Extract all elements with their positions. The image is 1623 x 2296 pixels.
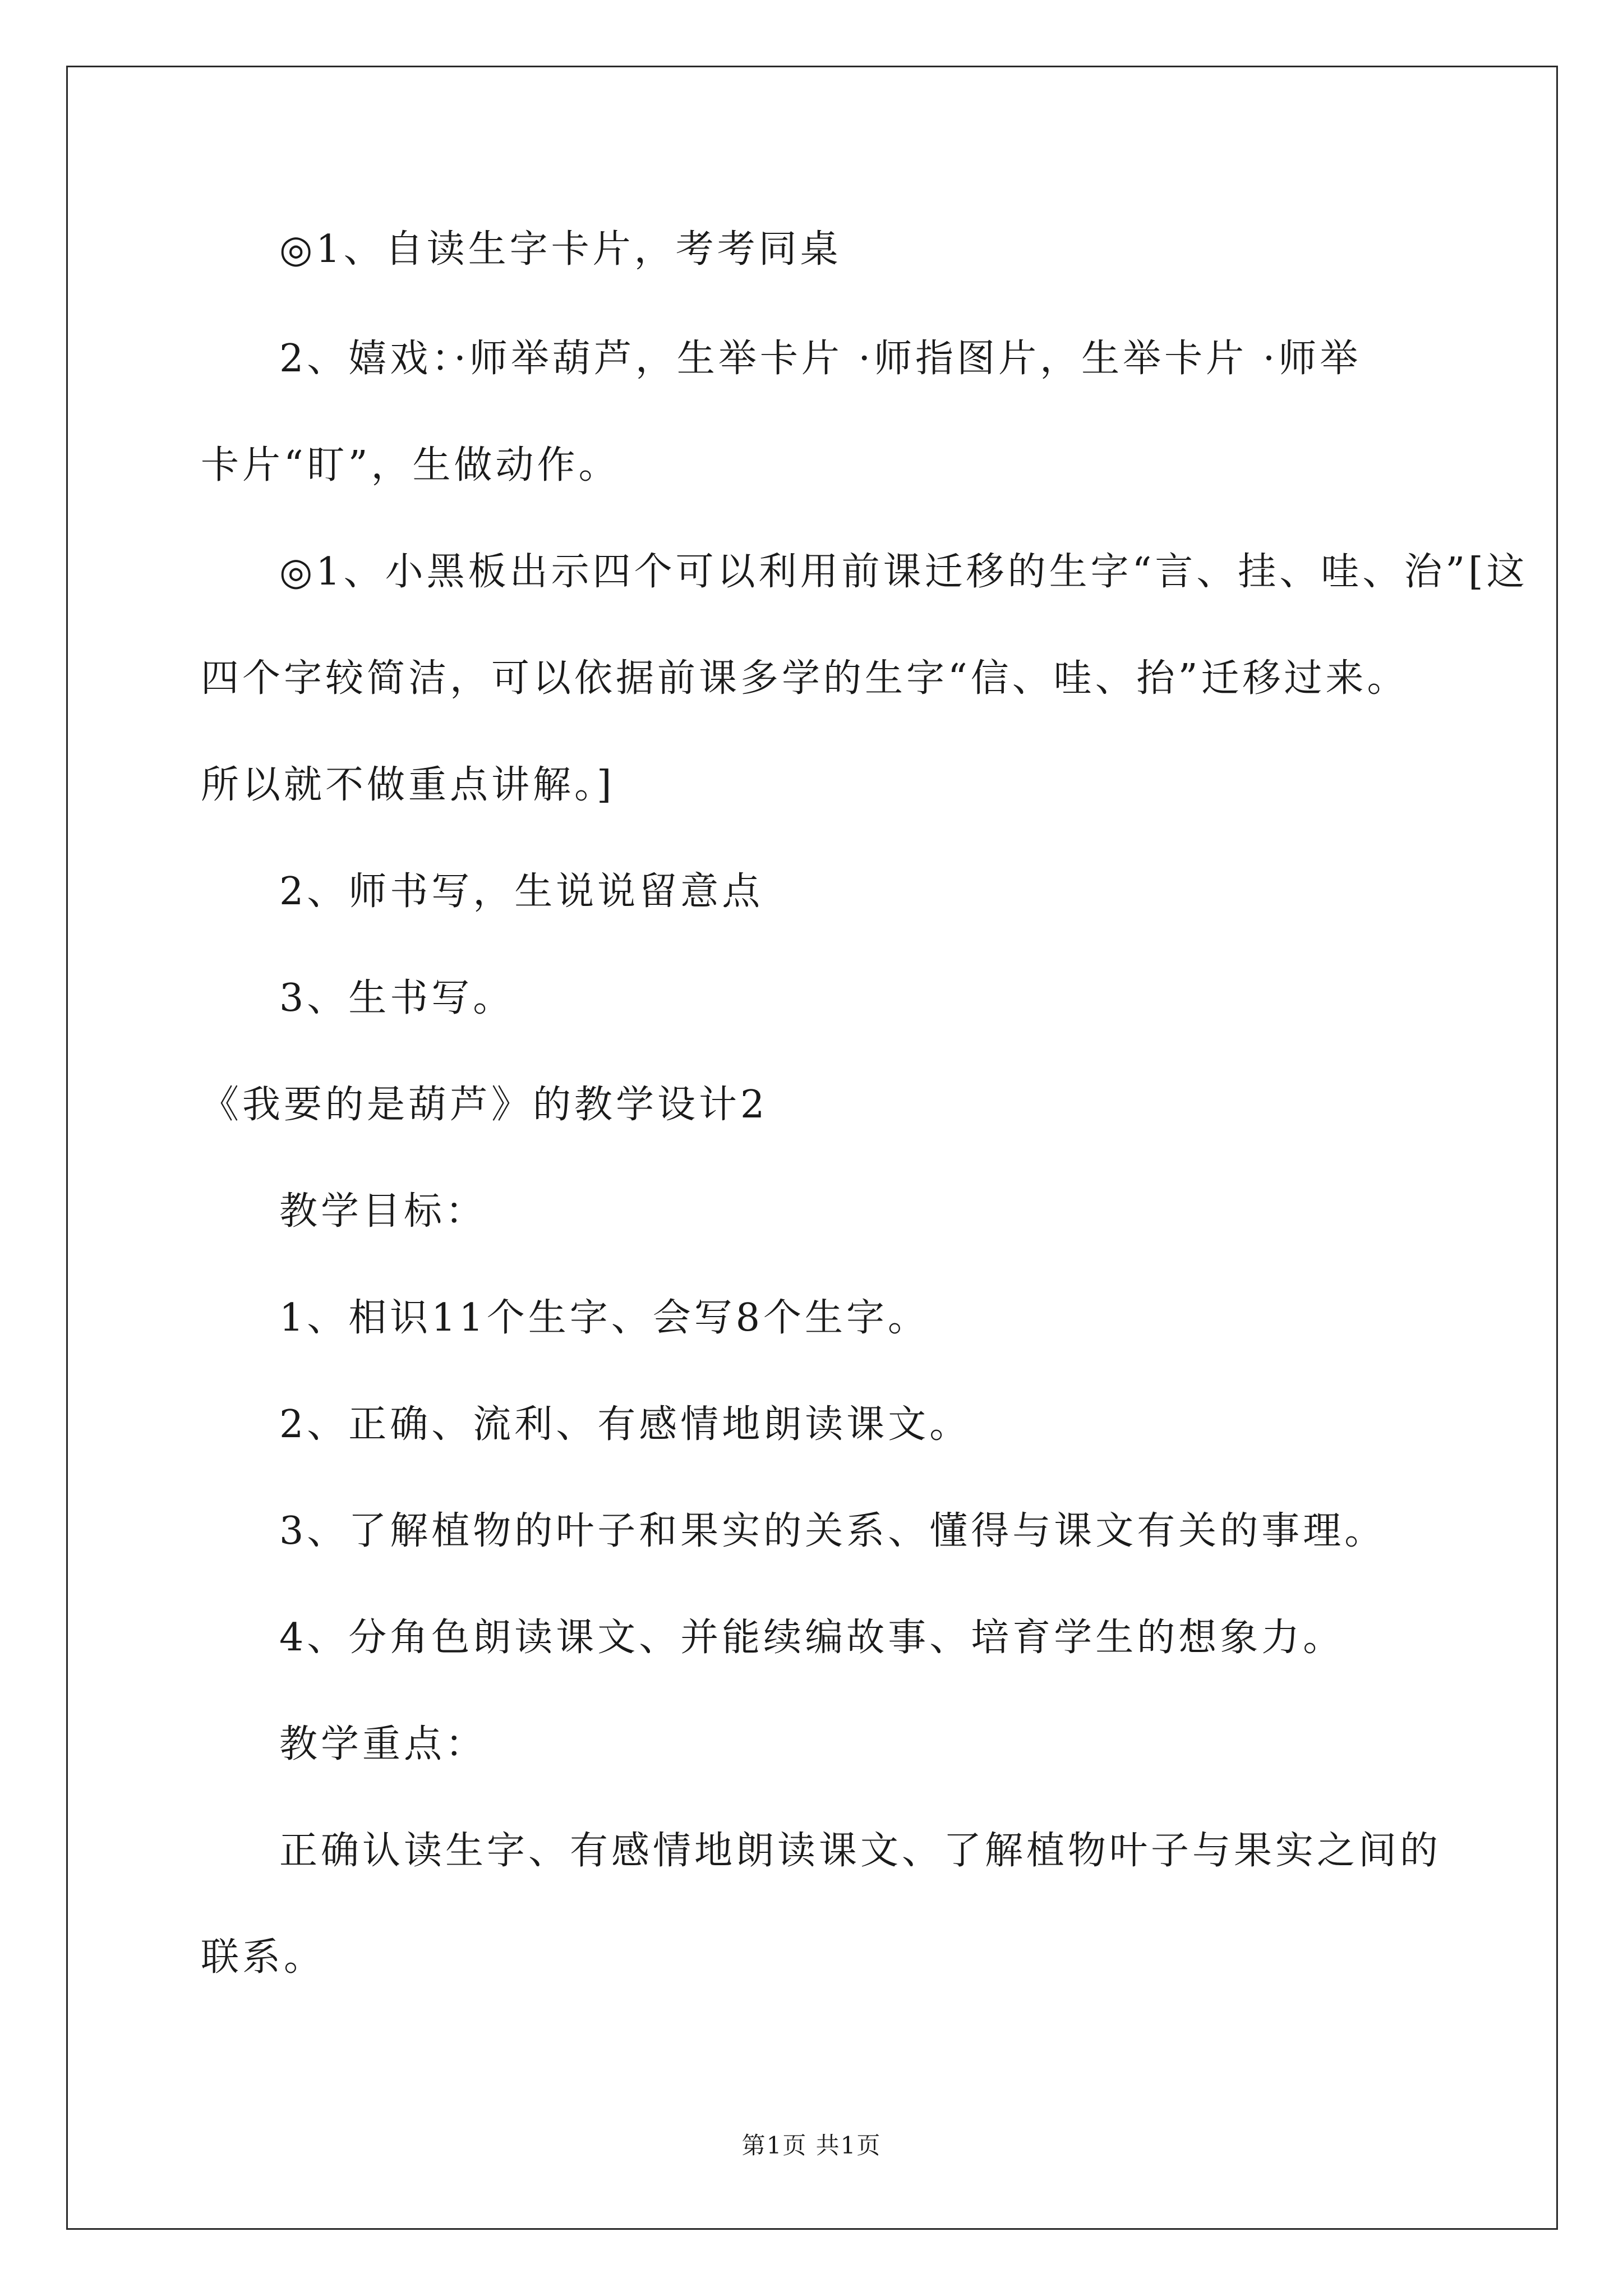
paragraph-line: 2、正确、流利、有感情地朗读课文。 — [279, 1402, 971, 1447]
paragraph-line: 2、师书写，生说说留意点 — [279, 869, 764, 914]
paragraph-line: 2、嬉戏：·师举葫芦，生举卡片 ·师指图片，生举卡片 ·师举 — [279, 337, 1362, 381]
paragraph-line: 1、相识11个生字、会写8个生字。 — [279, 1296, 930, 1340]
paragraph-line: 3、生书写。 — [279, 976, 515, 1020]
paragraph-line: 正确认读生字、有感情地朗读课文、了解植物叶子与果实之间的 — [279, 1829, 1442, 1873]
paragraph-line: 四个字较简洁，可以依据前课多学的生字“信、哇、抬”迁移过来。 — [201, 656, 1409, 701]
paragraph-line: 教学重点： — [279, 1722, 487, 1766]
page-frame — [66, 66, 1558, 2230]
paragraph-line: 4、分角色朗读课文、并能续编故事、培育学生的想象力。 — [279, 1616, 1345, 1660]
paragraph-line: ◎1、自读生字卡片，考考同桌 — [279, 227, 842, 272]
paragraph-line: ◎1、小黑板出示四个可以利用前课迁移的生字“言、挂、哇、治”[这 — [279, 550, 1528, 594]
paragraph-line: 3、了解植物的叶子和果实的关系、懂得与课文有关的事理。 — [279, 1509, 1386, 1553]
section-title: 《我要的是葫芦》的教学设计2 — [201, 1083, 768, 1127]
paragraph-line: 教学目标： — [279, 1189, 487, 1234]
paragraph-line: 所以就不做重点讲解。] — [201, 763, 615, 807]
paragraph-line: 联系。 — [201, 1935, 326, 1980]
page-number: 第1页 共1页 — [741, 2132, 882, 2159]
paragraph-line: 卡片“盯”，生做动作。 — [201, 443, 620, 487]
